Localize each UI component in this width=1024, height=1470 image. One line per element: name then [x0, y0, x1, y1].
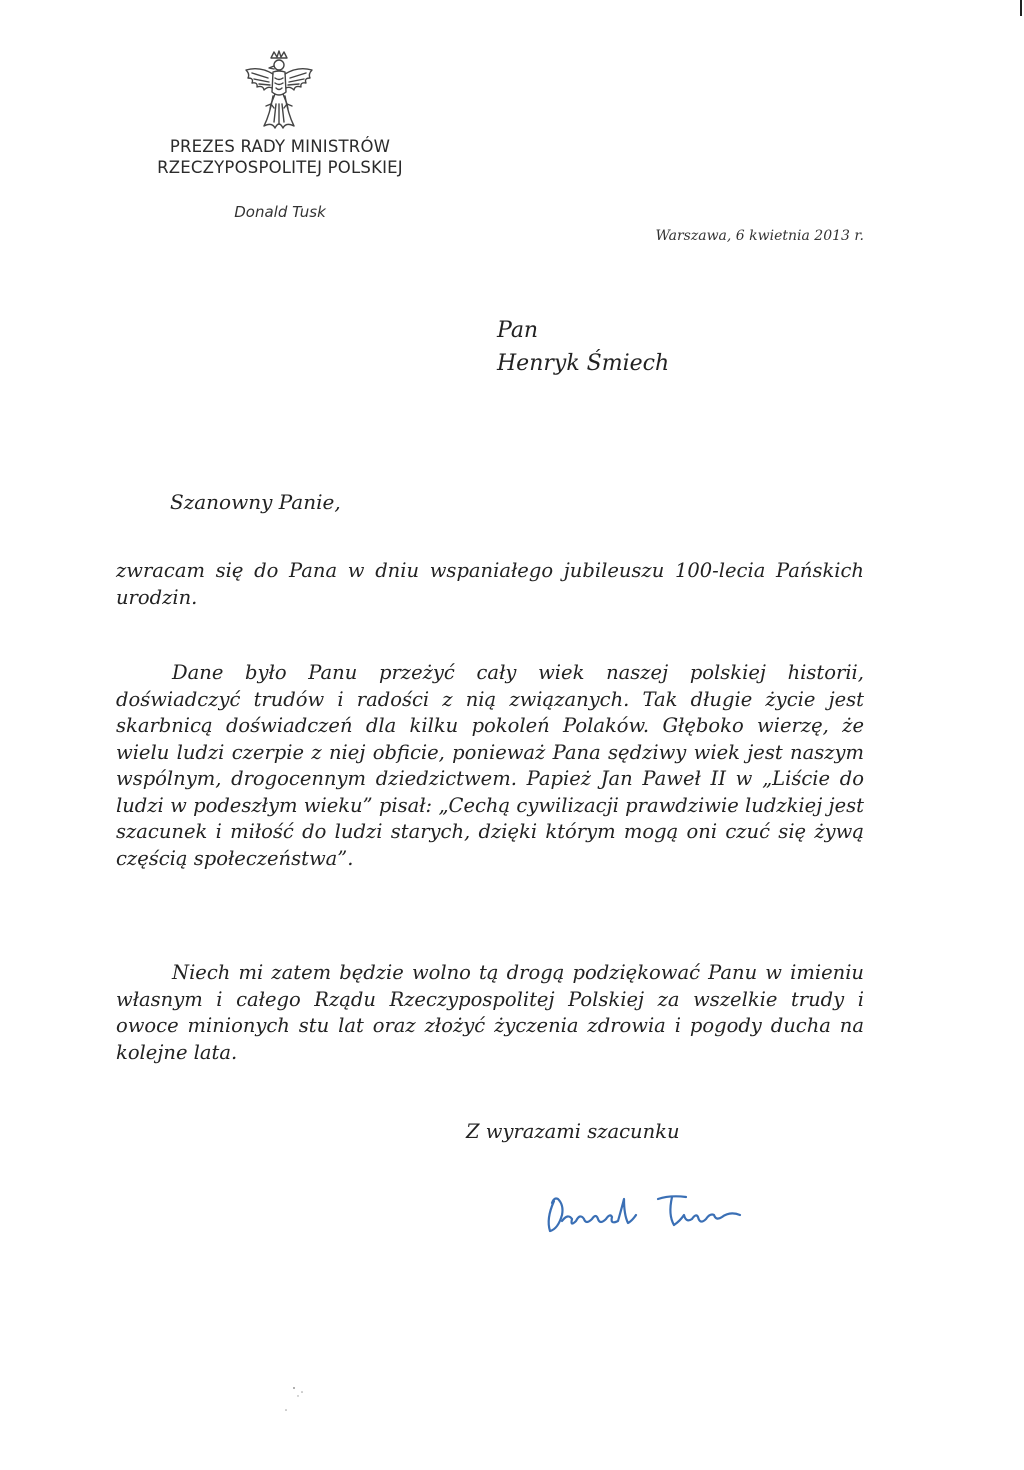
scan-edge-mark — [1020, 0, 1022, 16]
recipient-title: Pan — [497, 318, 539, 343]
closing-phrase: Z wyrazami szacunku — [466, 1120, 680, 1143]
office-title-line-2: RZECZYPOSPOLITEJ POLSKIEJ — [157, 158, 403, 177]
salutation: Szanowny Panie, — [170, 490, 341, 514]
scan-specks — [280, 1380, 340, 1420]
paragraph-opening: zwracam się do Pana w dniu wspaniałego jubileuszu 100-lecia Pańskich urodzin. — [116, 559, 864, 609]
paragraph-thanks: Niech mi zatem będzie wolno tą drogą podziękować Panu w imieniu własnym i całego Rządu Rzeczypospolitej Polskiej za wszelkie trudy i owoce minionych stu lat oraz złożyć życzenia zdrowia i pogody ducha na kolejne lata. — [116, 961, 864, 1064]
polish-eagle-emblem-icon — [240, 48, 318, 132]
office-title-line-1: PREZES RADY MINISTRÓW — [169, 137, 391, 156]
letter-date: Warszawa, 6 kwietnia 2013 r. — [655, 228, 864, 244]
paragraph-body: Dane było Panu przeżyć cały wiek naszej polskiej historii, doświadczyć trudów i radości z nią związanych. Tak długie życie jest skarbnicą doświadczeń dla kilku pokoleń Polaków. Głęboko wierzę, że wielu ludzi czerpie z niej obficie, ponieważ Pana sędziwy wiek jest naszym wspólnym, drogocennym dziedzictwem. Papież Jan Paweł II w „Liście do ludzi w podeszłym wieku” pisał: „Cechą cywilizacji prawdziwie ludzkiej jest szacunek i miłość do ludzi starych, dzięki którym mogą oni czuć się żywą częścią społeczeństwa”. — [116, 661, 864, 870]
handwritten-signature-icon — [540, 1185, 800, 1245]
recipient-block — [497, 314, 669, 380]
office-header — [110, 136, 450, 178]
author-name: Donald Tusk — [234, 203, 326, 221]
recipient-name: Henryk Śmiech — [497, 351, 670, 376]
